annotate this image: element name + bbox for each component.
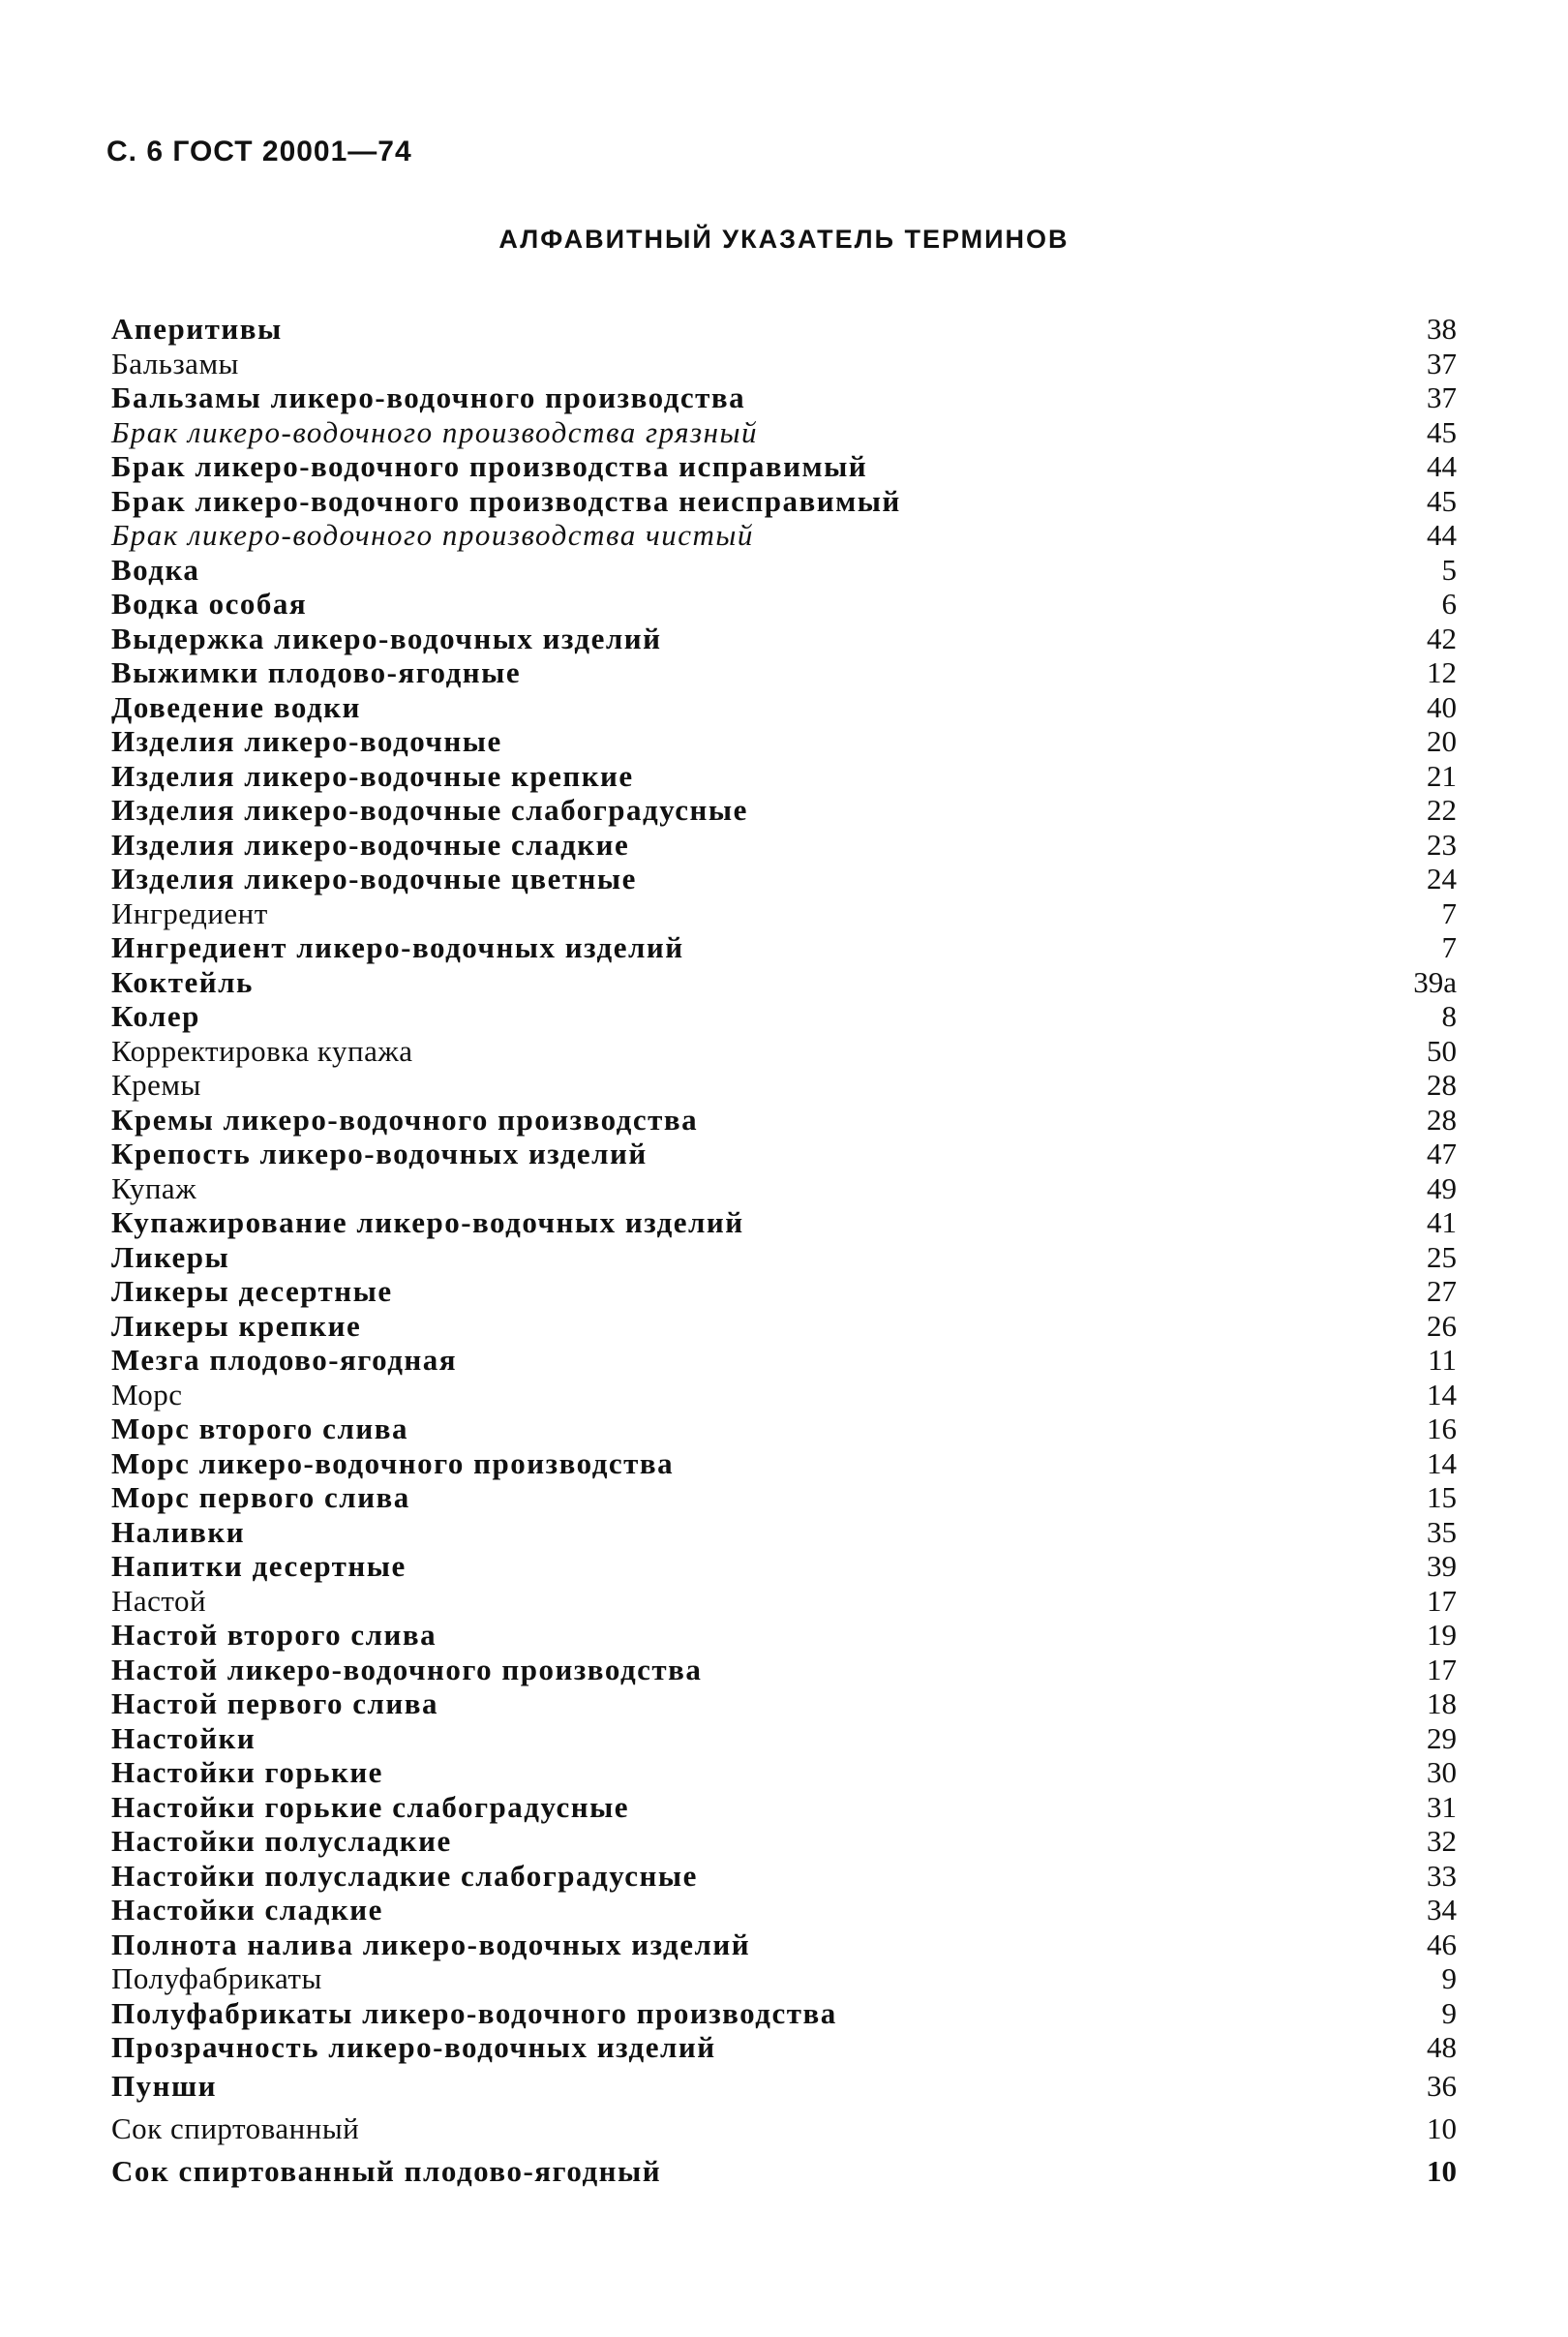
entry-term: Изделия ликеро-водочные цветные [111,862,637,895]
list-item [111,1584,1457,1619]
list-item [111,347,1457,381]
entry-term: Сок спиртованный плодово-ягодный [111,2153,662,2188]
entry-number: 18 [1427,1686,1457,1720]
entry-number: 32 [1427,1824,1457,1858]
entry-number: 37 [1427,346,1457,380]
entry-term: Настойки полусладкие слабоградусные [111,1858,698,1893]
entry-term: Коктейль [111,964,254,999]
list-item [111,1343,1457,1378]
entry-number: 44 [1427,518,1457,552]
entry-number: 14 [1427,1377,1457,1411]
entry-term: Наливки [111,1514,246,1549]
entry-term: Купаж [111,1170,197,1205]
entry-term: Корректировка купажа [111,1033,413,1068]
entry-term: Настой [111,1583,207,1618]
list-item [111,380,1457,415]
entry-number: 37 [1427,380,1457,414]
list-item [111,1034,1457,1069]
entry-term: Ингредиент [111,895,268,930]
entry-term: Кремы [111,1068,201,1102]
entry-number: 46 [1427,1927,1457,1961]
list-item [111,622,1457,656]
entry-number: 39а [1413,964,1457,999]
entry-term: Настойки сладкие [111,1893,383,1927]
list-item [111,553,1457,588]
entry-term: Изделия ликеро-водочные [111,724,502,758]
entry-number: 31 [1427,1789,1457,1824]
entry-term: Изделия ликеро-водочные крепкие [111,758,634,793]
entry-number: 28 [1427,1068,1457,1102]
entry-number: 16 [1427,1411,1457,1445]
entry-term: Морс первого слива [111,1480,410,1514]
list-item [111,1480,1457,1515]
entry-number: 15 [1427,1480,1457,1514]
entry-term: Ликеры [111,1239,230,1274]
list-item [111,1790,1457,1825]
entry-number: 6 [1441,587,1457,621]
entry-term: Изделия ликеро-водочные слабоградусные [111,793,748,827]
list-item [111,828,1457,863]
entry-number: 14 [1427,1445,1457,1480]
entry-number: 28 [1427,1102,1457,1137]
entry-number: 29 [1427,1720,1457,1755]
list-item [111,415,1457,450]
list-item [111,1068,1457,1103]
entry-number: 10 [1427,2153,1457,2188]
entry-number: 21 [1427,758,1457,793]
entry-term: Аперитивы [111,312,283,346]
list-item [111,2108,1457,2150]
entry-number: 38 [1427,312,1457,346]
entry-term: Ликеры крепкие [111,1308,362,1343]
list-item [111,1378,1457,1412]
entry-term: Выдержка ликеро-водочных изделий [111,621,662,655]
entry-number: 20 [1427,724,1457,758]
entry-term: Настой ликеро-водочного производства [111,1652,703,1686]
list-item [111,1549,1457,1584]
list-item [111,724,1457,759]
entry-number: 26 [1427,1308,1457,1343]
entry-number: 9 [1441,1961,1457,1995]
entry-term: Водка особая [111,587,308,621]
entry-term: Пунши [111,2068,218,2103]
entry-number: 30 [1427,1755,1457,1789]
entry-number: 17 [1427,1583,1457,1618]
list-item [111,862,1457,896]
list-item [111,1446,1457,1481]
entry-term: Изделия ликеро-водочные сладкие [111,827,630,862]
entry-term: Доведение водки [111,689,361,724]
entry-term: Брак ликеро-водочного производства грязный [111,414,759,449]
list-item [111,484,1457,519]
page-title: АЛФАВИТНЫЙ УКАЗАТЕЛЬ ТЕРМИНОВ [498,225,1070,254]
entry-term: Морс [111,1377,183,1411]
entry-term: Напитки десертные [111,1549,407,1583]
entry-number: 24 [1427,862,1457,895]
entry-term: Морс ликеро-водочного производства [111,1445,675,1480]
entry-term: Крепость ликеро-водочных изделий [111,1137,648,1170]
entry-number: 35 [1427,1514,1457,1549]
list-item [111,1755,1457,1790]
entry-term: Настойки горькие слабоградусные [111,1789,630,1824]
term-index-list [111,312,1457,2193]
entry-number: 17 [1427,1652,1457,1686]
list-item [111,1274,1457,1309]
list-item [111,1171,1457,1206]
list-item [111,1137,1457,1171]
entry-number: 9 [1441,1995,1457,2030]
page-header: С. 6 ГОСТ 20001—74 [106,136,412,167]
list-item [111,1996,1457,2031]
entry-term: Колер [111,999,200,1033]
entry-term: Сок спиртованный [111,2110,360,2145]
list-item [111,312,1457,347]
entry-term: Настой второго слива [111,1618,437,1652]
entry-number: 40 [1427,689,1457,724]
entry-term: Прозрачность ликеро-водочных изделий [111,2030,716,2064]
entry-number: 49 [1427,1170,1457,1205]
entry-term: Настойки полусладкие [111,1824,452,1858]
list-item [111,930,1457,965]
list-item [111,2030,1457,2065]
entry-number: 47 [1427,1137,1457,1170]
entry-term: Мезга плодово-ягодная [111,1343,458,1377]
list-item [111,518,1457,553]
entry-number: 10 [1427,2110,1457,2145]
entry-term: Бальзамы ликеро-водочного производства [111,380,746,414]
list-item [111,1961,1457,1996]
entry-term: Купажирование ликеро-водочных изделий [111,1205,744,1239]
entry-term: Настойки [111,1720,256,1755]
entry-number: 44 [1427,449,1457,483]
list-item [111,1859,1457,1894]
list-item [111,1205,1457,1240]
entry-number: 41 [1427,1205,1457,1239]
entry-term: Настой первого слива [111,1686,439,1720]
list-item [111,1618,1457,1653]
list-item [111,690,1457,725]
list-item [111,1653,1457,1687]
list-item [111,896,1457,931]
entry-number: 19 [1427,1618,1457,1652]
list-item [111,1411,1457,1446]
entry-term: Ингредиент ликеро-водочных изделий [111,930,684,964]
entry-term: Брак ликеро-водочного производства чистый [111,518,754,552]
entry-number: 36 [1427,2068,1457,2103]
entry-number: 25 [1427,1239,1457,1274]
entry-number: 7 [1441,895,1457,930]
list-item [111,1824,1457,1859]
entry-number: 39 [1427,1549,1457,1583]
entry-term: Брак ликеро-водочного производства исправимый [111,449,868,483]
entry-term: Бальзамы [111,346,239,380]
list-item [111,1927,1457,1962]
list-item [111,449,1457,484]
entry-number: 7 [1441,930,1457,964]
list-item [111,759,1457,794]
entry-number: 5 [1441,552,1457,587]
entry-number: 22 [1427,793,1457,827]
entry-number: 8 [1441,999,1457,1033]
entry-term: Полнота налива ликеро-водочных изделий [111,1927,751,1961]
entry-number: 45 [1427,483,1457,518]
list-item [111,1721,1457,1756]
list-item [111,965,1457,1000]
entry-number: 48 [1427,2030,1457,2064]
list-item [111,999,1457,1034]
list-item [111,1515,1457,1550]
list-item [111,1686,1457,1721]
entry-number: 50 [1427,1033,1457,1068]
entry-term: Брак ликеро-водочного производства неисправимый [111,483,901,518]
list-item [111,1103,1457,1138]
entry-number: 45 [1427,414,1457,449]
entry-number: 11 [1428,1343,1457,1377]
list-item [111,655,1457,690]
list-item [111,2065,1457,2108]
entry-number: 23 [1427,827,1457,862]
entry-term: Кремы ликеро-водочного производства [111,1102,699,1137]
entry-term: Морс второго слива [111,1411,408,1445]
list-item [111,587,1457,622]
list-item [111,1240,1457,1275]
entry-number: 12 [1427,655,1457,689]
entry-term: Выжимки плодово-ягодные [111,655,522,689]
entry-term: Полуфабрикаты [111,1961,322,1995]
list-item [111,1309,1457,1344]
entry-number: 27 [1427,1274,1457,1308]
list-item [111,2150,1457,2193]
entry-number: 34 [1427,1893,1457,1927]
list-item [111,793,1457,828]
list-item [111,1893,1457,1927]
entry-number: 42 [1427,621,1457,655]
entry-term: Полуфабрикаты ликеро-водочного производства [111,1995,837,2030]
entry-term: Водка [111,552,200,587]
entry-term: Ликеры десертные [111,1274,393,1308]
entry-number: 33 [1427,1858,1457,1893]
entry-term: Настойки горькие [111,1755,383,1789]
